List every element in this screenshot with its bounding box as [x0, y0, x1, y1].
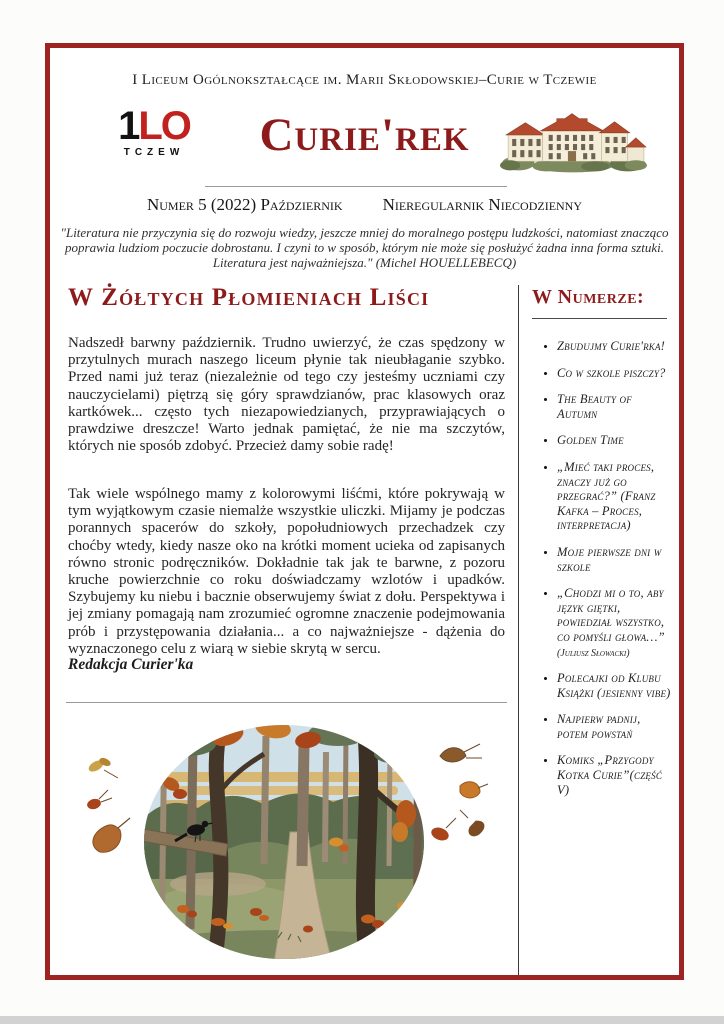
toc-heading: W Numerze: — [532, 286, 645, 308]
logo-number: 1 — [118, 104, 139, 148]
logo-letters: LO — [138, 104, 190, 148]
school-building-illustration — [498, 110, 648, 176]
header-divider — [205, 186, 507, 187]
toc-item: • „Chodzi mi o to, aby język giętki, powiedział wszystko, co pomyśli głowa…” (Juliusz Słowacki) — [557, 586, 671, 661]
issue-number: Numer 5 (2022) Październik — [146, 195, 343, 214]
logo-city: TCZEW — [123, 147, 185, 158]
falling-leaves-left — [86, 756, 130, 852]
table-of-contents — [532, 286, 671, 809]
section-divider — [66, 702, 507, 703]
article-paragraph-1: Nadszedł barwny październik. Trudno uwierzyć, że czas spędzony w przytulnych murach naszego liceum płynie tak nieubłaganie szybko. Przed nami już teraz (niezależnie od tego czy jesteśmy uczniami czy nauczycielami) piętrzą się góry sprawdzianów, prac klasowych oraz kartkówek... często tych niezapowiedzianych, przyprawiających o prawdziwe dreszcze! Warto jednak pamiętać, że nie ma szczytów, których nie sposób zdobyć. Przecież damy sobie radę! — [68, 335, 505, 455]
toc-item: • Moje pierwsze dni w szkole — [557, 545, 671, 576]
toc-heading-underline — [532, 318, 667, 319]
newsletter-page — [45, 43, 684, 980]
column-divider — [518, 285, 519, 975]
epigraph-quote: "Literatura nie przyczynia się do rozwoju wiedzy, jeszcze mniej do moralnego postępu ludzkości, natomiast znacząco poprawia ludziom poczucie dobrostanu. I czyni to w sposób, którym nie może się posłużyć żadna inna forma sztuki. Literatura jest najważniejsza." (Michel HOUELLEBECQ) — [60, 225, 669, 270]
toc-item: • Co w szkole piszczy? — [557, 366, 671, 383]
toc-item: • Polecajki od Klubu Książki (jesienny vibe) — [557, 671, 671, 702]
toc-item: • The Beauty of Autumn — [557, 392, 671, 423]
forest-scene — [68, 714, 490, 966]
school-name: I Liceum Ogólnokształcące im. Marii Skłodowskiej–Curie w Tczewie — [132, 72, 597, 88]
toc-item: • „Mieć taki proces, znaczy już go przegrać?” (Franz Kafka – Proces, interpretacja) — [557, 460, 671, 535]
newsletter-title: Curie'rek — [259, 109, 470, 161]
toc-item: • Komiks „Przygody Kotka Curie”(część V) — [557, 753, 671, 799]
article-signature: Redakcja Curier'ka — [68, 656, 194, 673]
toc-item: • Golden Time — [557, 433, 671, 450]
issue-line — [50, 195, 679, 215]
toc-item: • Zbudujmy Curie'rka! — [557, 339, 671, 356]
falling-leaves-right — [429, 744, 488, 843]
toc-item: • Najpierw padnij, potem powstań — [557, 712, 671, 743]
article-heading: W Żółtych Płomieniach Liści — [68, 284, 430, 311]
page-edge-strip — [0, 1016, 724, 1024]
article-paragraph-2: Tak wiele wspólnego mamy z kolorowymi liśćmi, które pokrywają w tym wyjątkowym czasie niemalże wszystkie uliczki. Mijamy je podczas porannych spacerów do szkoły, popołudniowych przechadzek czy choćby wtedy, kiedy nasze oko na krótki moment ucieka od zapisanych równo stronic podręczników. Dokładnie tak jak te barwne, z pozoru kruche powierzchnie co roku doświadczamy wzlotów i upadków. Szybujemy ku niebu i bacznie obserwujemy świat z dołu. Perspektywa i jej zmiany pomagają nam zrozumieć ogromne znaczenie podejmowania prób i przystępowania działania... a co najważniejsze - dążenia do wyznaczonego celu z wiarą w siebie skrytą w sercu. — [68, 486, 505, 657]
toc-list — [532, 339, 671, 799]
issue-frequency: Nieregularnik Niecodzienny — [382, 195, 583, 214]
autumn-forest-illustration — [68, 714, 490, 966]
